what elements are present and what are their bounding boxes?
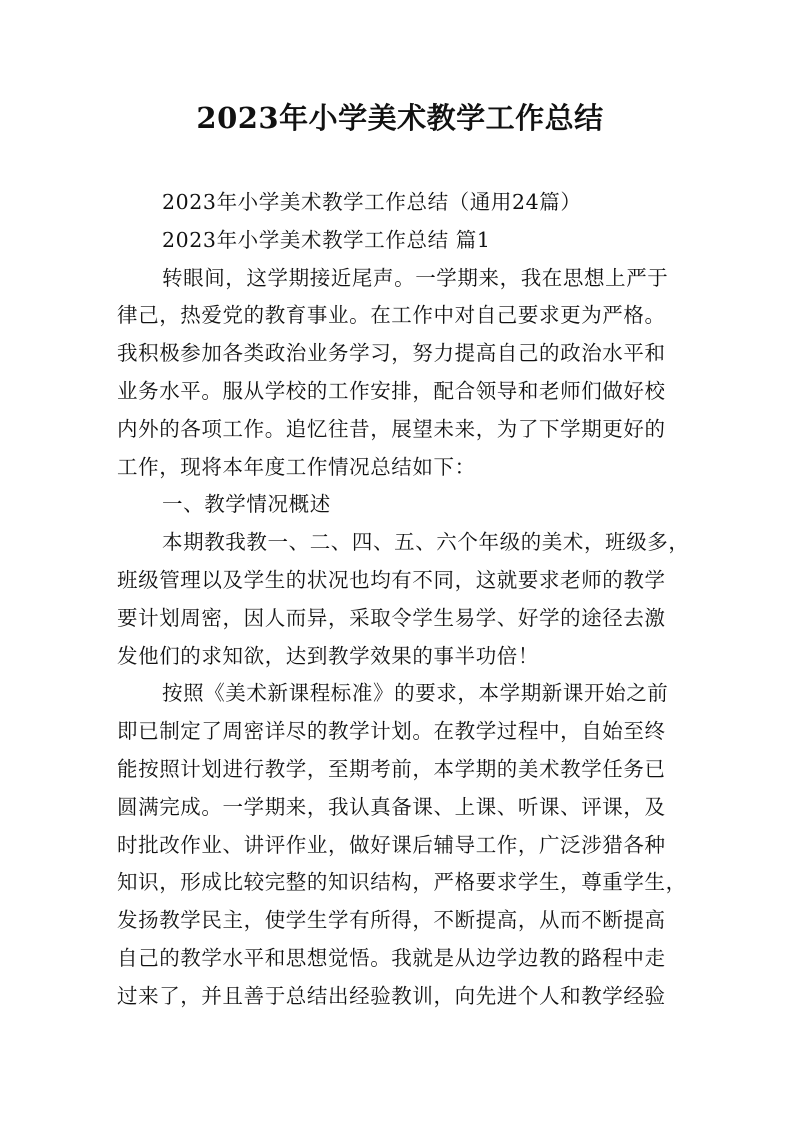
paragraph-line: 即已制定了周密详尽的教学计划。在教学过程中，自始至终 xyxy=(117,719,666,744)
paragraph-line: 时批改作业、讲评作业，做好课后辅导工作，广泛涉猎各种 xyxy=(117,832,666,857)
paragraph-line: 过来了，并且善于总结出经验教训，向先进个人和教学经验 xyxy=(117,983,666,1008)
paragraph-line: 能按照计划进行教学，至期考前，本学期的美术教学任务已 xyxy=(117,756,666,781)
paragraph-line: 工作，现将本年度工作情况总结如下： xyxy=(117,454,476,479)
paragraph-line: 班级管理以及学生的状况也均有不同，这就要求老师的教学 xyxy=(117,567,666,592)
document-body xyxy=(117,184,689,1016)
paragraph-line: 发他们的求知欲，达到教学效果的事半功倍！ xyxy=(117,643,539,668)
paragraph-line: 转眼间，这学期接近尾声。一学期来，我在思想上严于 xyxy=(162,265,669,290)
paragraph-line: 我积极参加各类政治业务学习，努力提高自己的政治水平和 xyxy=(117,341,666,366)
subtitle-line: 2023年小学美术教学工作总结（通用24篇） xyxy=(162,190,582,214)
section-heading: 2023年小学美术教学工作总结 篇1 xyxy=(162,227,491,252)
paragraph-line: 业务水平。服从学校的工作安排，配合领导和老师们做好校 xyxy=(117,378,666,403)
paragraph-line: 内外的各项工作。追忆往昔，展望未来，为了下学期更好的 xyxy=(117,416,666,441)
heading-1: 一、教学情况概述 xyxy=(162,492,331,517)
paragraph-line: 本期教我教一、二、四、五、六个年级的美术，班级多， xyxy=(162,530,690,555)
paragraph-line: 律己，热爱党的教育事业。在工作中对自己要求更为严格。 xyxy=(117,303,666,328)
paragraph-line: 知识，形成比较完整的知识结构，严格要求学生，尊重学生， xyxy=(117,870,687,895)
paragraph-3 xyxy=(117,675,689,1015)
paragraph-1 xyxy=(117,260,689,487)
paragraph-line: 发扬教学民主，使学生学有所得，不断提高，从而不断提高 xyxy=(117,908,666,933)
paragraph-line: 自己的教学水平和思想觉悟。我就是从边学边教的路程中走 xyxy=(117,945,666,970)
paragraph-2 xyxy=(117,524,689,675)
document-title: 2023年小学美术教学工作总结 xyxy=(196,101,604,135)
paragraph-line: 圆满完成。一学期来，我认真备课、上课、听课、评课，及 xyxy=(117,794,666,819)
paragraph-line: 要计划周密，因人而异，采取令学生易学、好学的途径去激 xyxy=(117,605,666,630)
paragraph-line: 按照《美术新课程标准》的要求，本学期新课开始之前 xyxy=(162,681,669,706)
